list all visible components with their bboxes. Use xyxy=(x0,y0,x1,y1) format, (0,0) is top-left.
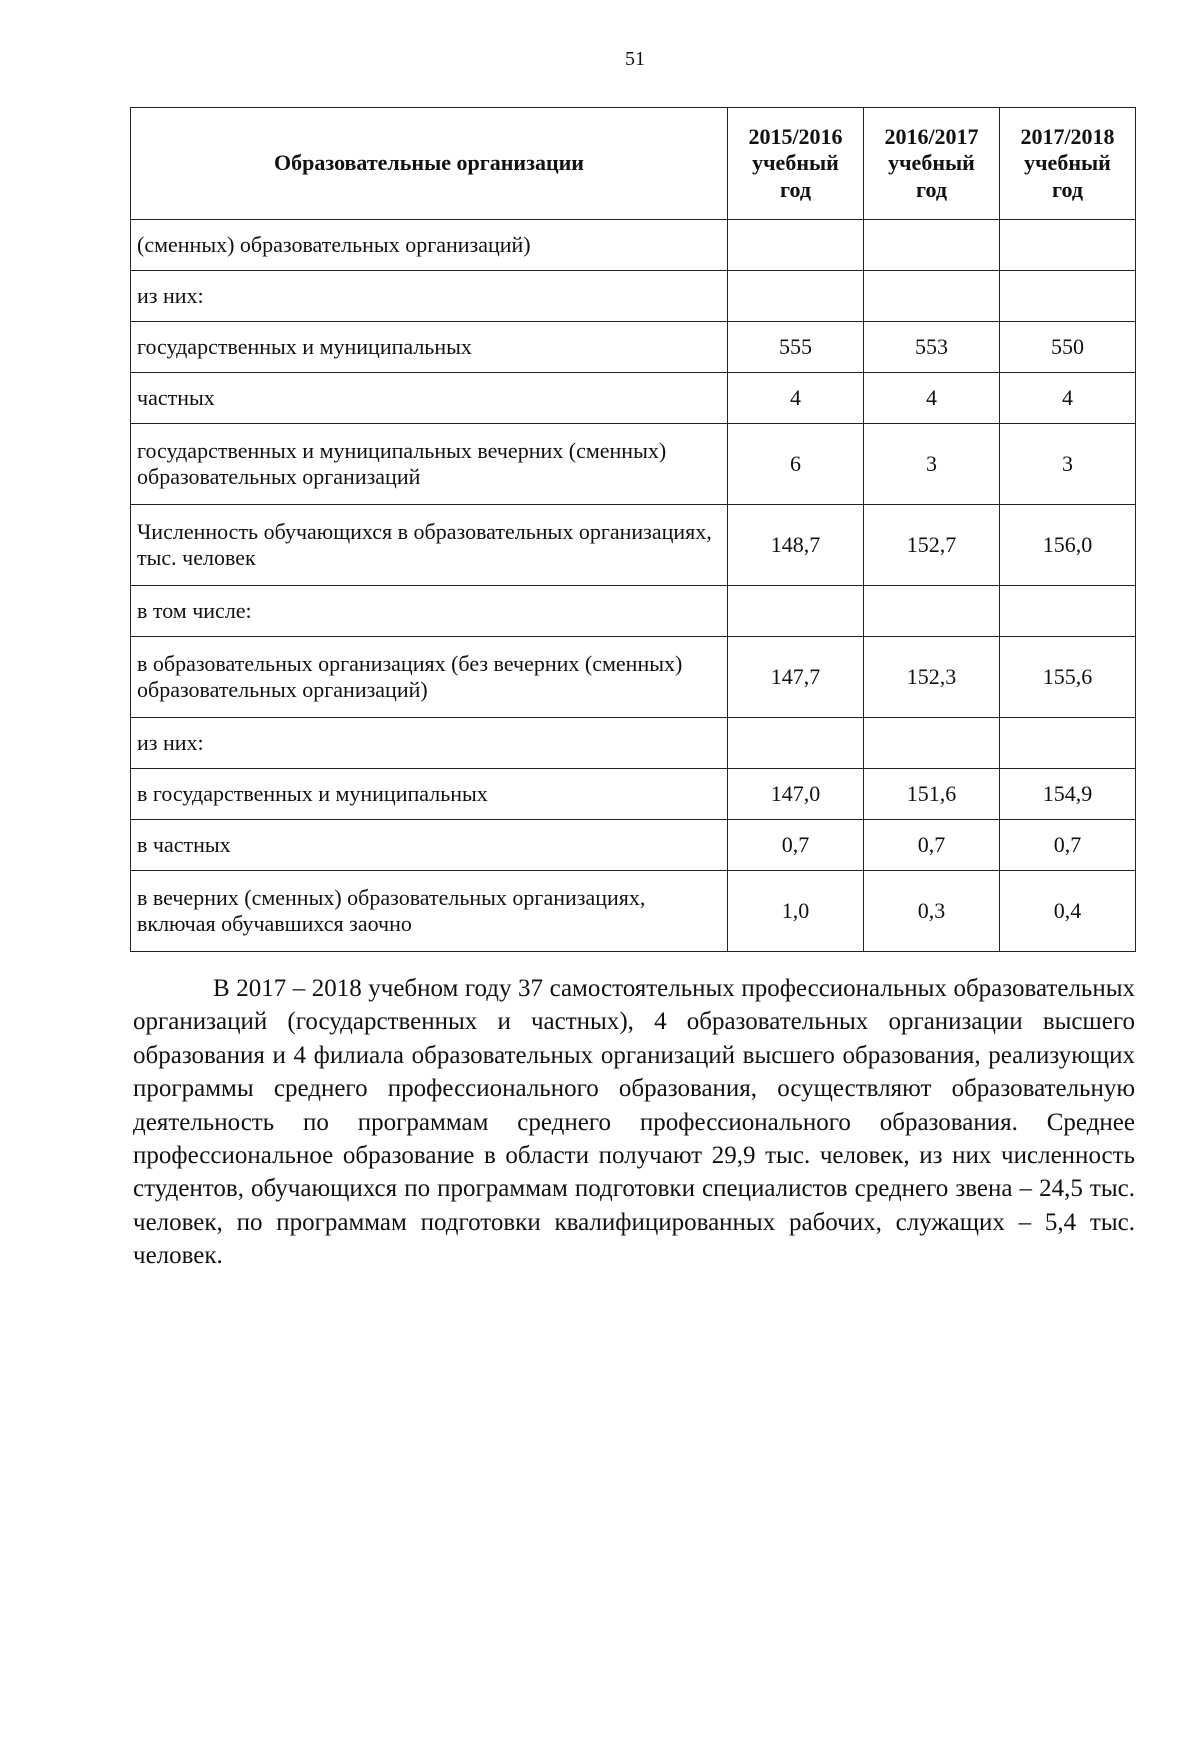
cell-value xyxy=(864,586,1000,637)
cell-value: 151,6 xyxy=(864,769,1000,820)
column-header: 2015/2016 учебный год xyxy=(728,108,864,220)
cell-value xyxy=(728,718,864,769)
cell-value: 3 xyxy=(864,424,1000,505)
cell-value: 154,9 xyxy=(1000,769,1136,820)
column-header: Образовательные организации xyxy=(131,108,728,220)
column-header: 2016/2017 учебный год xyxy=(864,108,1000,220)
table-row xyxy=(131,373,1136,424)
page-number: 51 xyxy=(625,48,645,70)
cell-value: 152,7 xyxy=(864,505,1000,586)
row-label: из них: xyxy=(131,271,728,322)
cell-value xyxy=(1000,586,1136,637)
cell-value xyxy=(1000,220,1136,271)
cell-value: 147,0 xyxy=(728,769,864,820)
cell-value: 0,7 xyxy=(728,820,864,871)
row-label: в частных xyxy=(131,820,728,871)
cell-value xyxy=(728,220,864,271)
cell-value: 550 xyxy=(1000,322,1136,373)
row-label: в том числе: xyxy=(131,586,728,637)
table-row xyxy=(131,637,1136,718)
cell-value: 555 xyxy=(728,322,864,373)
cell-value: 155,6 xyxy=(1000,637,1136,718)
row-label: в образовательных организациях (без вечерних (сменных) образовательных организаций) xyxy=(131,637,728,718)
cell-value: 0,7 xyxy=(1000,820,1136,871)
cell-value xyxy=(864,718,1000,769)
cell-value: 4 xyxy=(1000,373,1136,424)
cell-value: 156,0 xyxy=(1000,505,1136,586)
cell-value: 4 xyxy=(728,373,864,424)
cell-value: 0,3 xyxy=(864,871,1000,952)
cell-value: 0,7 xyxy=(864,820,1000,871)
column-header: 2017/2018 учебный год xyxy=(1000,108,1136,220)
table-row xyxy=(131,505,1136,586)
cell-value xyxy=(864,271,1000,322)
table-row xyxy=(131,220,1136,271)
row-label: в вечерних (сменных) образовательных организациях, включая обучавшихся заочно xyxy=(131,871,728,952)
table-row xyxy=(131,718,1136,769)
row-label: частных xyxy=(131,373,728,424)
table-row xyxy=(131,820,1136,871)
cell-value: 0,4 xyxy=(1000,871,1136,952)
table-header-row xyxy=(131,108,1136,220)
cell-value: 1,0 xyxy=(728,871,864,952)
cell-value xyxy=(864,220,1000,271)
cell-value xyxy=(728,586,864,637)
cell-value xyxy=(728,271,864,322)
table-row xyxy=(131,871,1136,952)
row-label: Численность обучающихся в образовательных организациях, тыс. человек xyxy=(131,505,728,586)
cell-value: 4 xyxy=(864,373,1000,424)
statistics-table xyxy=(130,107,1136,952)
cell-value: 148,7 xyxy=(728,505,864,586)
row-label: государственных и муниципальных xyxy=(131,322,728,373)
table-row xyxy=(131,271,1136,322)
cell-value: 3 xyxy=(1000,424,1136,505)
table-row xyxy=(131,322,1136,373)
body-paragraph: В 2017 – 2018 учебном году 37 самостоятельных профессиональных образовательных организаций (государственных и частных), 4 образовательных организации высшего образования и 4 филиала образовательных организаций высшего образования, реализующих программы среднего профессионального образования, осуществляют образовательную деятельность по программам среднего профессионального образования. Среднее профессиональное образование в области получают 29,9 тыс. человек, из них численность студентов, обучающихся по программам подготовки специалистов среднего звена – 24,5 тыс. человек, по программам подготовки квалифицированных рабочих, служащих – 5,4 тыс. человек. xyxy=(133,975,1135,1270)
table-row xyxy=(131,424,1136,505)
row-label: из них: xyxy=(131,718,728,769)
table-row xyxy=(131,586,1136,637)
cell-value xyxy=(1000,718,1136,769)
cell-value: 553 xyxy=(864,322,1000,373)
cell-value: 152,3 xyxy=(864,637,1000,718)
cell-value: 6 xyxy=(728,424,864,505)
cell-value xyxy=(1000,271,1136,322)
cell-value: 147,7 xyxy=(728,637,864,718)
row-label: государственных и муниципальных вечерних (сменных) образовательных организаций xyxy=(131,424,728,505)
row-label: (сменных) образовательных организаций) xyxy=(131,220,728,271)
row-label: в государственных и муниципальных xyxy=(131,769,728,820)
table-row xyxy=(131,769,1136,820)
